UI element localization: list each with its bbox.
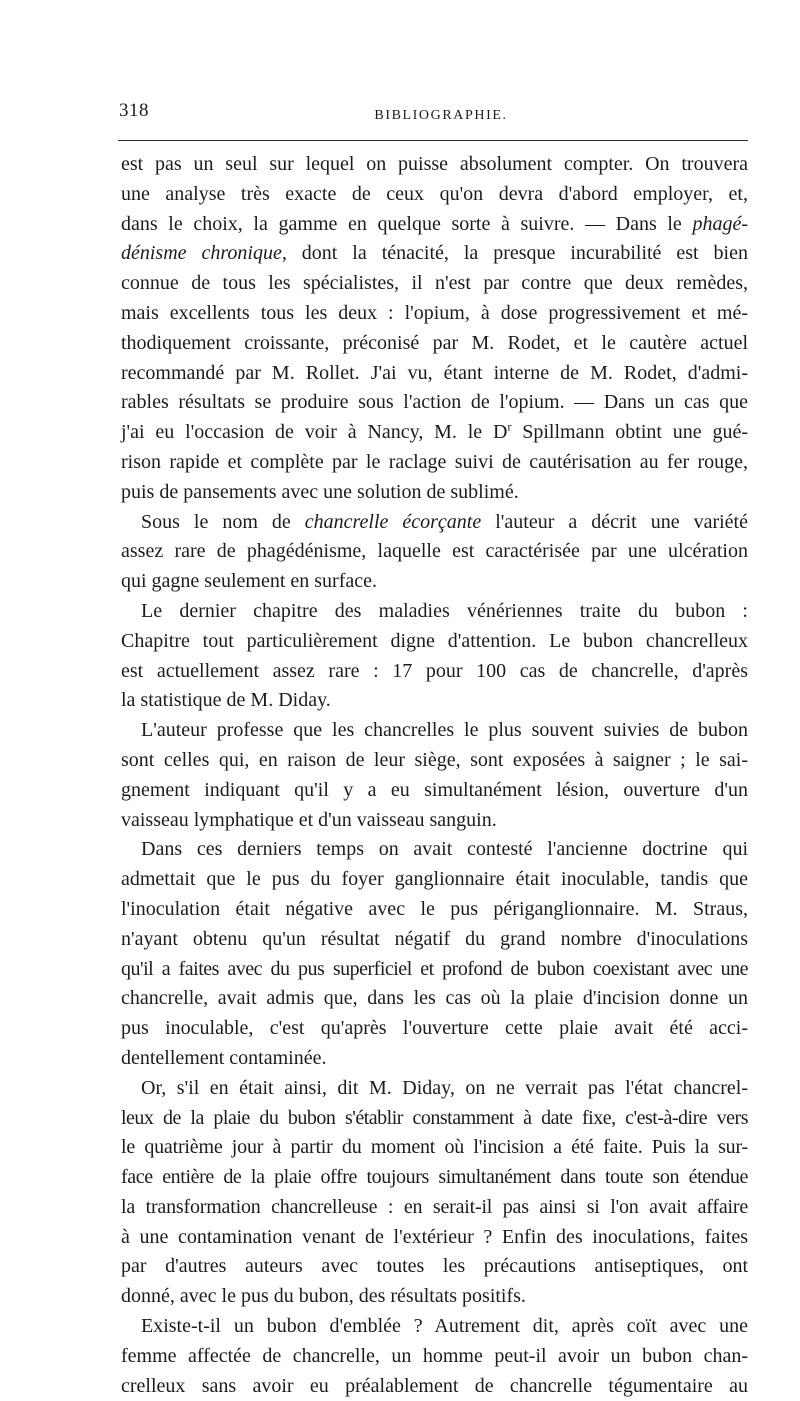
running-head: BIBLIOGRAPHIE.: [374, 108, 508, 123]
text-line: chancrelle, avait admis que, dans les cas où la plaie d'incision donne un: [121, 987, 748, 1010]
text-line: Dans ces derniers temps on avait contesté l'ancienne doctrine qui: [141, 838, 748, 861]
text-line: Sous le nom de chancrelle écorçante l'auteur a décrit une variété: [141, 510, 748, 533]
text-line: est actuellement assez rare : 17 pour 100 cas de chancrelle, d'après: [121, 659, 748, 682]
text-line: dentellement contaminée.: [121, 1046, 327, 1069]
header-rule: [118, 140, 748, 141]
text-line: dénisme chronique, dont la ténacité, la presque incurabilité est bien: [121, 242, 748, 265]
text-line: j'ai eu l'occasion de voir à Nancy, M. le $D^r$ Spillmann obtint une gué-: [121, 419, 748, 444]
text-line: admettait que le pus du foyer ganglionnaire était inoculable, tandis que: [121, 868, 748, 891]
text-line: par d'autres auteurs avec toutes les précautions antiseptiques, ont: [121, 1255, 748, 1278]
text-line: donné, avec le pus du bubon, des résultats positifs.: [121, 1285, 526, 1308]
text-line: pus inoculable, c'est qu'après l'ouverture cette plaie avait été acci-: [121, 1017, 748, 1040]
text-line: sont celles qui, en raison de leur siège, sont exposées à saigner ; le sai-: [121, 748, 748, 771]
text-line: thodiquement croissante, préconisé par M. Rodet, et le cautère actuel: [121, 331, 748, 354]
text-line: face entière de la plaie offre toujours simultanément dans toute son étendue: [121, 1166, 748, 1189]
text-line: la statistique de M. Diday.: [121, 689, 331, 712]
text-line: Existe-t-il un bubon d'emblée ? Autrement dit, après coït avec une: [141, 1315, 748, 1338]
text-line: une analyse très exacte de ceux qu'on devra d'abord employer, et,: [121, 182, 748, 205]
text-line: est pas un seul sur lequel on puisse absolument compter. On trouvera: [121, 153, 748, 175]
text-line: l'inoculation était négative avec le pus périganglionnaire. M. Straus,: [121, 897, 748, 920]
text-line: Or, s'il en était ainsi, dit M. Diday, on ne verrait pas l'état chancrel-: [141, 1076, 748, 1099]
text-line: crelleux sans avoir eu préalablement de chancrelle tégumentaire au: [121, 1374, 748, 1397]
text-line: gnement indiquant qu'il y a eu simultanément lésion, ouverture d'un: [121, 778, 748, 801]
text-line: L'auteur professe que les chancrelles le plus souvent suivies de bubon: [141, 719, 748, 742]
text-line: puis de pansements avec une solution de sublimé.: [121, 480, 519, 503]
text-line: à une contamination venant de l'extérieur ? Enfin des inoculations, faites: [121, 1225, 748, 1248]
text-line: dans le choix, la gamme en quelque sorte à suivre. — Dans le phagé-: [121, 212, 748, 235]
text-line: Le dernier chapitre des maladies vénériennes traite du bubon :: [141, 599, 748, 622]
text-line: leux de la plaie du bubon s'établir constamment à date fixe, c'est-à-dire vers: [121, 1106, 748, 1129]
text-line: qu'il a faites avec du pus superficiel et profond de bubon coexistant avec une: [121, 957, 748, 980]
text-line: femme affectée de chancrelle, un homme peut-il avoir un bubon chan-: [121, 1344, 748, 1367]
text-line: recommandé par M. Rollet. J'ai vu, étant interne de M. Rodet, d'admi-: [121, 361, 748, 384]
text-line: rables résultats se produire sous l'action de l'opium. — Dans un cas que: [121, 391, 748, 414]
text-line: mais excellents tous les deux : l'opium, à dose progressivement et mé-: [121, 301, 748, 324]
text-line: connue de tous les spécialistes, il n'est par contre que deux remèdes,: [121, 272, 748, 295]
text-line: vaisseau lymphatique et d'un vaisseau sanguin.: [121, 808, 497, 831]
body-text: [121, 150, 748, 1401]
text-line: la transformation chancrelleuse : en serait-il pas ainsi si l'on avait affaire: [121, 1195, 748, 1218]
text-line: n'ayant obtenu qu'un résultat négatif du grand nombre d'inoculations: [121, 927, 748, 950]
text-line: qui gagne seulement en surface.: [121, 570, 378, 593]
text-line: Chapitre tout particulièrement digne d'attention. Le bubon chancrelleux: [121, 629, 748, 652]
text-line: rison rapide et complète par le raclage suivi de cautérisation au fer rouge,: [121, 450, 748, 473]
text-line: le quatrième jour à partir du moment où l'incision a été faite. Puis la sur-: [121, 1136, 748, 1159]
text-line: assez rare de phagédénisme, laquelle est caractérisée par une ulcération: [121, 540, 748, 563]
page-number: 318: [119, 100, 149, 121]
